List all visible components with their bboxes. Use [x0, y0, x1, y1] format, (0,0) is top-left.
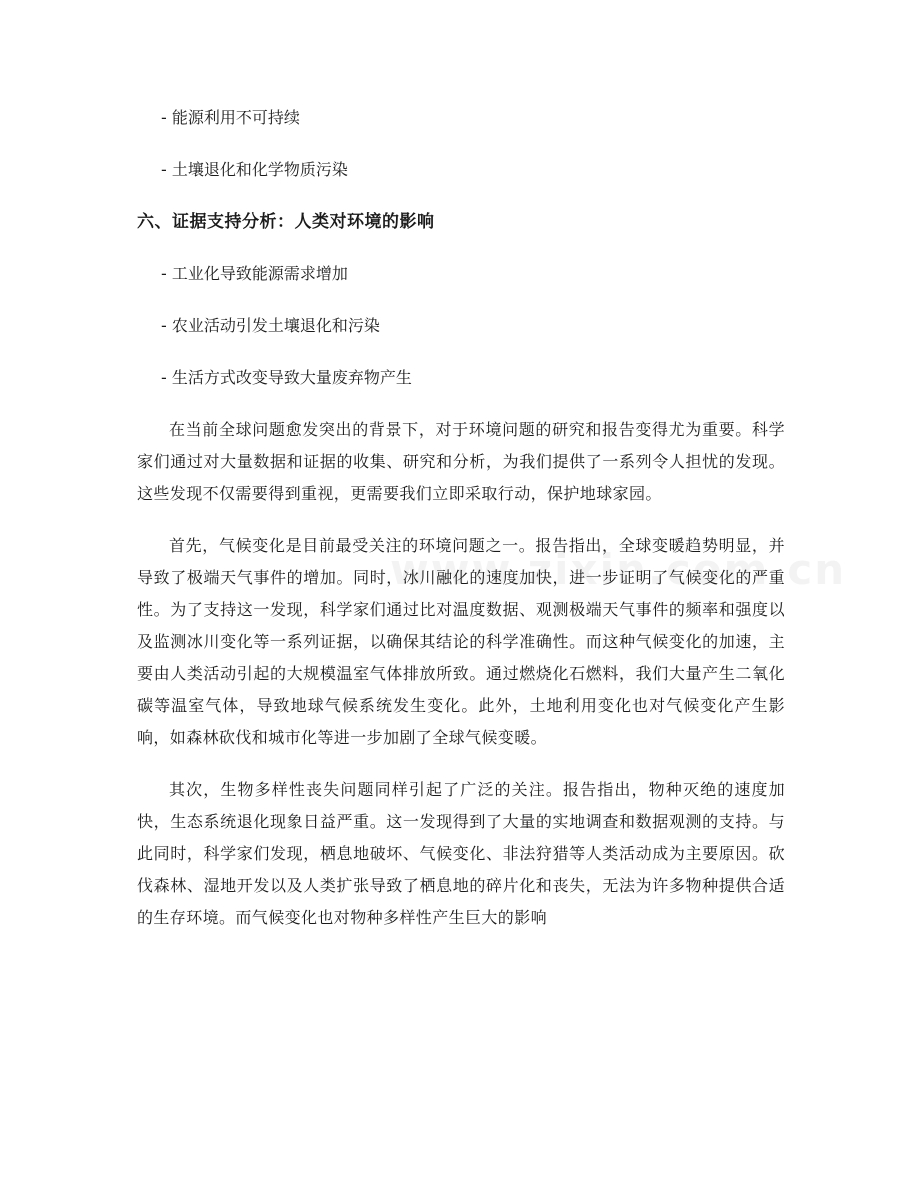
list-item: - 生活方式改变导致大量废弃物产生 [161, 368, 412, 387]
list-item: - 能源利用不可持续 [161, 108, 300, 127]
paragraph-intro: 在当前全球问题愈发突出的背景下，对于环境问题的研究和报告变得尤为重要。科学家们通过对大量数据和证据的收集、研究和分析，为我们提供了一系列令人担忧的发现。这些发现不仅需要得到重视，更需要我们立即采取行动，保护地球家园。 [137, 420, 785, 503]
list-item: - 农业活动引发土壤退化和污染 [161, 316, 380, 335]
paragraph-biodiversity: 其次，生物多样性丧失问题同样引起了广泛的关注。报告指出，物种灭绝的速度加快，生态系统退化现象日益严重。这一发现得到了大量的实地调查和数据观测的支持。与此同时，科学家们发现，栖息地破坏、气候变化、非法狩猎等人类活动成为主要原因。砍伐森林、湿地开发以及人类扩张导致了栖息地的碎片化和丧失，无法为许多物种提供合适的生存环境。而气候变化也对物种多样性产生巨大的影响 [137, 780, 785, 927]
document-body [137, 102, 785, 954]
section-heading: 六、证据支持分析：人类对环境的影响 [137, 212, 435, 232]
list-item: - 土壤退化和化学物质污染 [161, 160, 348, 179]
paragraph-climate-change: 首先，气候变化是目前最受关注的环境问题之一。报告指出，全球变暖趋势明显，并导致了极端天气事件的增加。同时，冰川融化的速度加快，进一步证明了气候变化的严重性。为了支持这一发现，科学家们通过比对温度数据、观测极端天气事件的频率和强度以及监测冰川变化等一系列证据，以确保其结论的科学准确性。而这种气候变化的加速，主要由人类活动引起的大规模温室气体排放所致。通过燃烧化石燃料，我们大量产生二氧化碳等温室气体，导致地球气候系统发生变化。此外，土地利用变化也对气候变化产生影响，如森林砍伐和城市化等进一步加剧了全球气候变暖。 [137, 536, 785, 747]
list-item: - 工业化导致能源需求增加 [161, 264, 348, 283]
